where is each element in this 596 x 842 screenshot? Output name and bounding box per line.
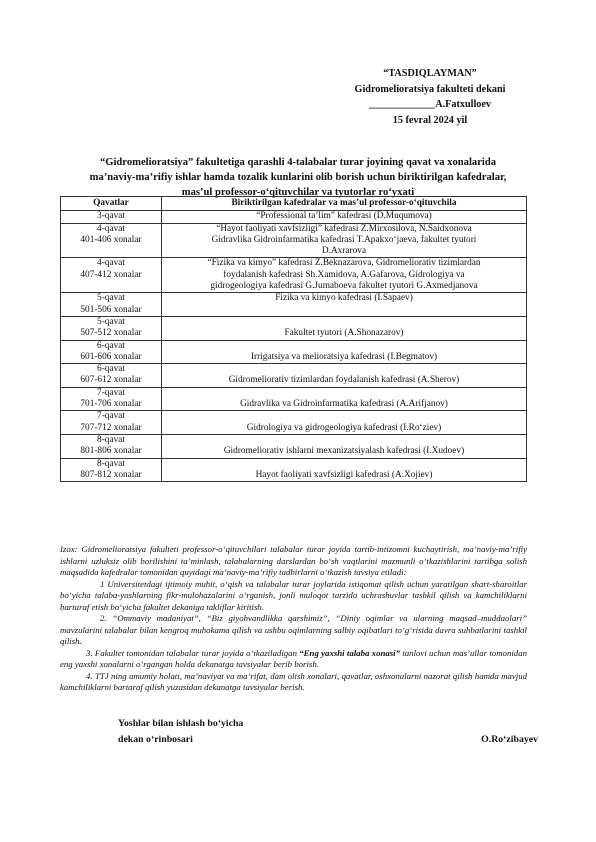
floor-label: 6-qavat xyxy=(97,340,125,351)
department-cell xyxy=(162,258,527,293)
floor-cell xyxy=(61,458,162,482)
department-line xyxy=(164,317,524,328)
note-item-3 xyxy=(60,648,527,671)
title-line-1: “Gidromelioratsiya” fakultetiga qarashli 4-talabalar turar joyining qavat va xonalarida xyxy=(99,157,497,168)
department-line xyxy=(164,341,524,352)
floor-label: 5-qavat xyxy=(97,293,125,304)
table-row xyxy=(61,340,527,364)
table-row xyxy=(61,293,527,317)
title-line-2: ma’naviy-ma’rifiy ishlar hamda tozalik kunlarini olib borish uchun biriktirilgan kafedralar, xyxy=(89,172,507,183)
table-row xyxy=(61,364,527,388)
signature-block xyxy=(118,716,538,748)
floor-cell xyxy=(61,258,162,293)
department-line: D.Axrarova xyxy=(321,246,367,257)
room-range: 807-812 xonalar xyxy=(80,469,142,480)
department-line xyxy=(164,388,524,399)
floor-label: 5-qavat xyxy=(97,316,125,327)
department-cell xyxy=(162,364,527,388)
department-line: gidrogeologiya kafedrasi G.Jumaboeva fakultet tyutori G.Axmedjanova xyxy=(210,281,478,292)
note-item-3-contest: “Eng yaxshi talaba xonasi” xyxy=(299,647,401,658)
room-range: 707-712 xonalar xyxy=(80,422,142,433)
note-item-2: 2. “Ommaviy madaniyat”, “Biz giyohvandlikka qarshimiz”, “Diniy oqimlar va ularning maqsad–muddaolari” mavzularini talabalar bilan kengroq muhokama qilish va ushbu oqimlarning salbiy oqibatlari to‘g‘risida davra suhbatlarini tashkil qilish. xyxy=(60,613,527,646)
department-line xyxy=(164,364,524,375)
department-line: Fakultet tyutori (A.Shonazarov) xyxy=(284,328,404,339)
department-line: Gidravlika va Gidroinfarmatika kafedrasi (A.Arifjanov) xyxy=(240,399,448,410)
department-line: Gidromeliorativ ishlarni mexanizatsiyalash kafedrasi (I.Xudoev) xyxy=(223,446,465,457)
table-header-row xyxy=(61,197,527,211)
note-item-1: 1 Universitetdagi ijtimoiy muhit, o‘qish va talabalar turar joylarida istiqomat qilish uchun yaratilgan shart-sharoitlar bo‘yicha talaba-yoshlarning fikr-mulohazalarini o‘rganish, jonli muloqot tarzida uchrashuvlar tashkil qilish va kamchiliklarni bartaraf etish bo‘yicha fakultet dekaniga takliflar kiritish. xyxy=(60,578,527,612)
department-cell xyxy=(162,387,527,411)
header-departments: Biriktirilgan kafedralar va mas’ul professor-o‘qituvchila xyxy=(162,197,527,211)
room-range: 407-412 xonalar xyxy=(80,269,142,280)
floor-cell xyxy=(61,316,162,340)
room-range: 801-806 xonalar xyxy=(80,446,142,457)
table-row xyxy=(61,387,527,411)
signature-name: O.Ro‘zibayev xyxy=(481,734,538,745)
department-line: “Fizika va kimyo” kafedrasi Z.Beknazarova, Gidromeliorativ tizimlardan xyxy=(207,258,481,269)
approval-signature-line: _____________A.Fatxulloev xyxy=(369,99,491,110)
department-line: Gidrologiya va gidrogeologiya kafedrasi (I.Ro‘ziev) xyxy=(246,422,442,433)
room-range: 607-612 xonalar xyxy=(80,375,142,386)
floor-cell xyxy=(61,411,162,435)
floor-cell xyxy=(61,387,162,411)
note-intro: Izox: Gidromelioratsiya fakulteti professor-o‘qituvchilari talabalar turar joyida tartib-intizomni kuchaytirish, ma’naviy-ma’rifiy ishlarni uzluksiz olib borilishini ta’minlash, talabalarning darslardan bo‘sh vaqtlarini mazmunli o‘tkazishlarini tartibga solish maqsadida kafedralar tomonidan quyidagi ma’naviy-ma’rifiy tadbirlarni o‘tkazish tavsiya etiladi: xyxy=(60,544,527,577)
table-row xyxy=(61,316,527,340)
table-row xyxy=(61,458,527,482)
department-cell xyxy=(162,293,527,317)
note-item-4: 4. TTJ ning umumiy holati, ma’naviyat va ma’rifat, dam olish xonalari, qavatlar, oshxonalarni nazorat qilish hamda mavjud kamchiliklarni bartaraf qilish yuzasidan dekanatga tavsiyalar berish. xyxy=(60,670,527,692)
title-line-3: mas’ul professor-o‘qituvchilar va tyutorlar ro‘yxati xyxy=(181,187,415,198)
room-range: 507-512 xonalar xyxy=(80,328,142,339)
department-cell xyxy=(162,434,527,458)
floor-cell xyxy=(61,340,162,364)
floor-cell xyxy=(61,211,162,223)
note-item-3-end: tanlovi uchun mas’ullar tomonidan eng yaxshi xonalarni o‘rgangan holda dekanatga tavsiyalar berib borish. xyxy=(60,647,527,669)
department-line xyxy=(164,411,524,422)
room-range: 401-406 xonalar xyxy=(80,234,142,245)
approval-heading: “TASDIQLAYMAN” xyxy=(383,68,477,79)
department-cell xyxy=(162,458,527,482)
table-row xyxy=(61,258,527,293)
table-row xyxy=(61,434,527,458)
department-line: Irrigatsiya va melioratsiya kafedrasi (I.Begmatov) xyxy=(250,351,438,362)
floor-label: 8-qavat xyxy=(97,434,125,445)
note-item-3-start: 3. Fakultet tomonidan talabalar turar joyida o‘tkaziladigan xyxy=(86,647,300,658)
department-line: Gidromeliorativ tizimlardan foydalanish kafedrasi (A.Sherov) xyxy=(228,375,460,386)
floor-cell xyxy=(61,364,162,388)
department-line xyxy=(164,435,524,446)
department-line: “Professional ta’lim” kafedrasi (D.Muqumova) xyxy=(256,211,432,222)
floor-cell xyxy=(61,223,162,258)
department-line: Gidravlika Gidroinfarmatika kafedrasi T.Apakxo‘jaeva, fakultet tyutori xyxy=(211,234,477,245)
note-section xyxy=(60,544,527,694)
floor-label: 4-qavat xyxy=(97,258,125,269)
department-cell xyxy=(162,316,527,340)
floor-label: 4-qavat xyxy=(97,223,125,234)
department-cell xyxy=(162,411,527,435)
approval-date: 15 fevral 2024 yil xyxy=(392,114,468,126)
table-row xyxy=(61,223,527,258)
document-title xyxy=(40,155,556,200)
department-line: foydalanish kafedrasi Sh.Xamidova, A.Gafarova, Gidrologiya va xyxy=(223,269,465,280)
floor-label: 3-qavat xyxy=(97,211,125,222)
department-line: Hayot faoliyati xavfsizligi kafedrasi (A.Xojiev) xyxy=(255,469,433,480)
room-range: 501-506 xonalar xyxy=(80,304,142,315)
department-line: Fizika va kimyo kafedrasi (I.Sapaev) xyxy=(275,293,413,304)
approval-block xyxy=(340,66,520,128)
header-floors: Qavatlar xyxy=(61,197,162,211)
department-line: “Hayot faoliyati xavfsizligi” kafedrasi Z.Mirxosilova, N.Saidxonova xyxy=(216,223,472,234)
table-row xyxy=(61,411,527,435)
floor-cell xyxy=(61,293,162,317)
floor-cell xyxy=(61,434,162,458)
department-cell xyxy=(162,223,527,258)
assignment-table xyxy=(60,196,527,482)
department-line xyxy=(164,459,524,470)
signature-title-line-2: dekan o‘rinbosari xyxy=(118,734,193,745)
floor-label: 8-qavat xyxy=(97,458,125,469)
table-row xyxy=(61,211,527,223)
floor-label: 7-qavat xyxy=(97,411,125,422)
approval-position: Gidromelioratsiya fakulteti dekani xyxy=(354,83,506,95)
room-range: 601-606 xonalar xyxy=(80,351,142,362)
room-range: 701-706 xonalar xyxy=(80,399,142,410)
department-cell xyxy=(162,340,527,364)
floor-label: 7-qavat xyxy=(97,387,125,398)
signature-title-line-1: Yoshlar bilan ishlash bo‘yicha xyxy=(118,718,244,729)
department-cell xyxy=(162,211,527,223)
floor-label: 6-qavat xyxy=(97,364,125,375)
